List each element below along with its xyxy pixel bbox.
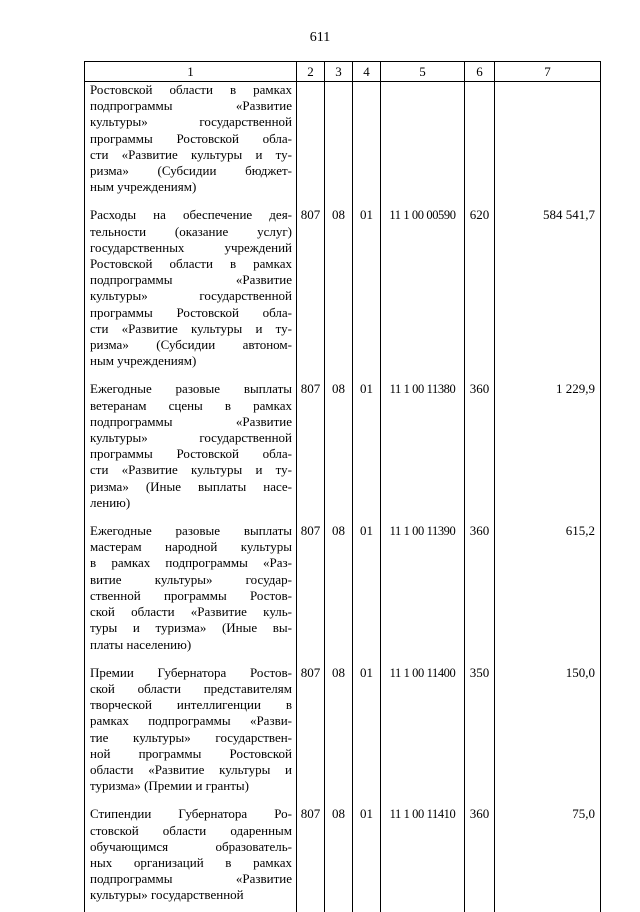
description-line: подпрограммы «Развитие (90, 272, 292, 288)
section-code-cell: 08 (325, 377, 353, 519)
section-code-cell: 08 (325, 661, 353, 803)
description-line: программы Ростовской обла- (90, 130, 292, 146)
description-line: обучающимся образователь- (90, 838, 292, 854)
target-article-cell: 11 1 00 11380 (381, 377, 465, 519)
subsection-code-cell: 01 (353, 377, 381, 519)
column-header-1: 1 (85, 62, 297, 82)
table-row (85, 82, 601, 204)
description-line: лению) (90, 494, 131, 510)
section-code-cell (325, 82, 353, 204)
description-line: культуры» государственной (90, 288, 292, 304)
description-line: Ежегодные разовые выплаты (90, 381, 292, 397)
subsection-code-cell: 01 (353, 519, 381, 661)
column-header-4: 4 (353, 62, 381, 82)
description-line: тельности (оказание услуг) (90, 223, 292, 239)
description-line: стовской области одаренным (90, 822, 292, 838)
description-line: платы населению) (90, 636, 192, 652)
description-line: программы Ростовской обла- (90, 446, 292, 462)
ministry-code-cell: 807 (297, 519, 325, 661)
description-line: ным учреждениям) (90, 179, 197, 195)
description-line: ризма» (Субсидии автоном- (90, 337, 292, 353)
description-line: Ежегодные разовые выплаты (90, 523, 292, 539)
row-description (85, 377, 297, 519)
column-header-6: 6 (465, 62, 495, 82)
description-line: сти «Развитие культуры и ту- (90, 320, 292, 336)
expense-type-cell: 360 (465, 802, 495, 911)
description-line: Расходы на обеспечение дея- (90, 207, 292, 223)
description-line: витие культуры» государ- (90, 571, 292, 587)
description-line: подпрограммы «Развитие (90, 871, 292, 887)
table-row (85, 377, 601, 519)
description-line: ской области представителям (90, 680, 292, 696)
column-header-2: 2 (297, 62, 325, 82)
description-line: мастерам народной культуры (90, 539, 292, 555)
description-line: программы Ростовской обла- (90, 304, 292, 320)
description-line: в рамках подпрограммы «Раз- (90, 555, 292, 571)
description-line: подпрограммы «Развитие (90, 413, 292, 429)
description-line: туризма» (Премии и гранты) (90, 778, 249, 794)
amount-cell: 584 541,7 (495, 203, 601, 377)
description-line: ветеранам сцены в рамках (90, 397, 292, 413)
description-line: творческой интеллигенции в (90, 697, 292, 713)
description-line: подпрограммы «Развитие (90, 98, 292, 114)
amount-cell: 1 229,9 (495, 377, 601, 519)
section-code-cell: 08 (325, 203, 353, 377)
description-line: Стипендии Губернатора Ро- (90, 806, 292, 822)
section-code-cell: 08 (325, 802, 353, 911)
row-description (85, 519, 297, 661)
ministry-code-cell: 807 (297, 661, 325, 803)
description-line: ным учреждениям) (90, 353, 197, 369)
target-article-cell: 11 1 00 11400 (381, 661, 465, 803)
amount-cell: 75,0 (495, 802, 601, 911)
row-description (85, 661, 297, 803)
description-line: области «Развитие культуры и (90, 761, 292, 777)
expense-type-cell: 360 (465, 377, 495, 519)
description-line: сти «Развитие культуры и ту- (90, 462, 292, 478)
expense-type-cell: 620 (465, 203, 495, 377)
description-line: ной программы Ростовской (90, 745, 292, 761)
ministry-code-cell (297, 82, 325, 204)
ministry-code-cell: 807 (297, 377, 325, 519)
section-code-cell: 08 (325, 519, 353, 661)
description-line: сти «Развитие культуры и ту- (90, 146, 292, 162)
target-article-cell (381, 82, 465, 204)
description-line: ризма» (Иные выплаты насе- (90, 478, 292, 494)
table-header-row (85, 62, 601, 82)
description-line: государственных учреждений (90, 239, 292, 255)
subsection-code-cell (353, 82, 381, 204)
description-line: ской области «Развитие куль- (90, 604, 292, 620)
description-line: культуры» государственной (90, 887, 244, 903)
description-line: Премии Губернатора Ростов- (90, 664, 292, 680)
description-line: ственной программы Ростов- (90, 587, 292, 603)
description-line: Ростовской области в рамках (90, 82, 292, 97)
amount-cell: 615,2 (495, 519, 601, 661)
expense-type-cell: 350 (465, 661, 495, 803)
description-line: рамках подпрограммы «Разви- (90, 713, 292, 729)
description-line: тие культуры» государствен- (90, 729, 292, 745)
column-header-5: 5 (381, 62, 465, 82)
description-line: культуры» государственной (90, 430, 292, 446)
row-description (85, 203, 297, 377)
row-description (85, 802, 297, 911)
table-row (85, 519, 601, 661)
subsection-code-cell: 01 (353, 802, 381, 911)
target-article-cell: 11 1 00 00590 (381, 203, 465, 377)
amount-cell: 150,0 (495, 661, 601, 803)
target-article-cell: 11 1 00 11390 (381, 519, 465, 661)
column-header-7: 7 (495, 62, 601, 82)
table-row (85, 802, 601, 911)
row-description (85, 82, 297, 204)
description-line: туры и туризма» (Иные вы- (90, 620, 292, 636)
target-article-cell: 11 1 00 11410 (381, 802, 465, 911)
expense-type-cell (465, 82, 495, 204)
description-line: ризма» (Субсидии бюджет- (90, 163, 292, 179)
table-row (85, 203, 601, 377)
ministry-code-cell: 807 (297, 802, 325, 911)
ministry-code-cell: 807 (297, 203, 325, 377)
budget-table (84, 61, 601, 912)
table-body (85, 82, 601, 912)
table-row (85, 661, 601, 803)
subsection-code-cell: 01 (353, 661, 381, 803)
amount-cell (495, 82, 601, 204)
description-line: культуры» государственной (90, 114, 292, 130)
description-line: ных организаций в рамках (90, 854, 292, 870)
expense-type-cell: 360 (465, 519, 495, 661)
page-number: 611 (309, 30, 331, 45)
description-line: Ростовской области в рамках (90, 256, 292, 272)
column-header-3: 3 (325, 62, 353, 82)
subsection-code-cell: 01 (353, 203, 381, 377)
